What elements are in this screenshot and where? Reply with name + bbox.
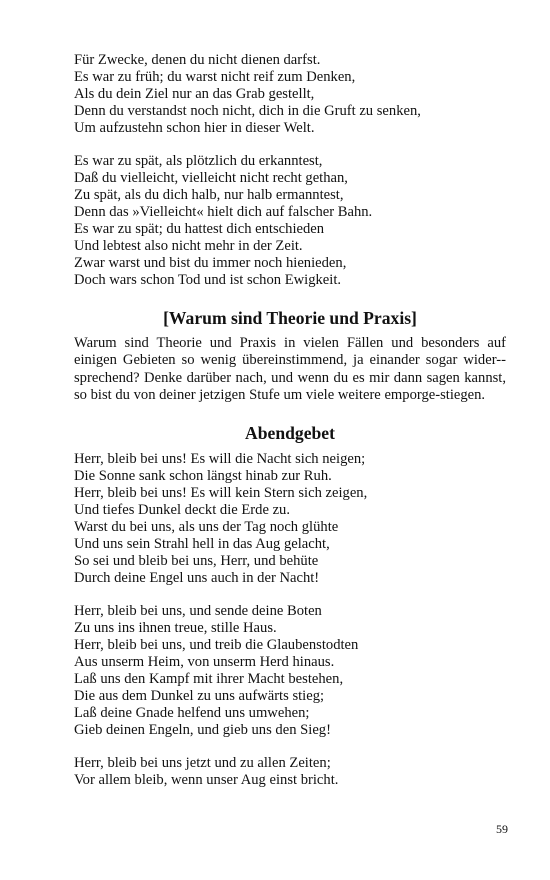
poem-stanza (74, 153, 506, 289)
poem-stanza (74, 755, 506, 789)
verse-line: Es war zu früh; du warst nicht reif zum Denken, (74, 69, 356, 85)
verse-line: Herr, bleib bei uns, und treib die Glaubenstodten (74, 636, 359, 653)
book-page (74, 52, 506, 789)
section-heading: [Warum sind Theorie und Praxis] (163, 308, 417, 328)
verse-line: Um aufzustehn schon hier in dieser Welt. (74, 120, 315, 136)
verse-line: Und lebtest also nicht mehr in der Zeit. (74, 238, 303, 254)
verse-line: Für Zwecke, denen du nicht dienen darfst. (74, 52, 321, 68)
verse-line: Und uns sein Strahl hell in das Aug gelacht, (74, 535, 330, 552)
verse-line: Daß du vielleicht, vielleicht nicht recht gethan, (74, 170, 348, 186)
stanza-gap (74, 739, 506, 755)
verse-line: Und tiefes Dunkel deckt die Erde zu. (74, 501, 290, 518)
verse-line: Vor allem bleib, wenn unser Aug einst bricht. (74, 771, 339, 788)
poem-stanza (74, 52, 506, 137)
verse-line: Es war zu spät, als plötzlich du erkanntest, (74, 153, 323, 169)
verse-line: Herr, bleib bei uns! Es will kein Stern sich zeigen, (74, 484, 368, 501)
stanza-gap (74, 587, 506, 603)
verse-line: Zwar warst und bist du immer noch hienieden, (74, 255, 347, 271)
poem-stanza (74, 451, 506, 587)
verse-line: Durch deine Engel uns auch in der Nacht! (74, 569, 320, 586)
verse-line: Laß uns den Kampf mit ihrer Macht bestehen, (74, 670, 344, 687)
verse-line: Denn das »Vielleicht« hielt dich auf falscher Bahn. (74, 204, 373, 220)
verse-line: Zu spät, als du dich halb, nur halb ermanntest, (74, 187, 344, 203)
verse-line: Die aus dem Dunkel zu uns aufwärts stieg; (74, 687, 325, 704)
verse-line: Herr, bleib bei uns! Es will die Nacht sich neigen; (74, 450, 366, 467)
verse-line: So sei und bleib bei uns, Herr, und behüte (74, 552, 319, 569)
verse-line: Herr, bleib bei uns jetzt und zu allen Zeiten; (74, 754, 331, 771)
verse-line: Laß deine Gnade helfend uns umwehen; (74, 704, 310, 721)
verse-line: Herr, bleib bei uns, und sende deine Boten (74, 602, 322, 619)
page-number: 59 (496, 822, 508, 836)
verse-line: Zu uns ins ihnen treue, stille Haus. (74, 619, 277, 636)
stanza-gap (74, 137, 506, 153)
poem-title: Abendgebet (245, 422, 335, 443)
verse-line: Doch wars schon Tod und ist schon Ewigkeit. (74, 272, 342, 288)
verse-line: Denn du verstandst noch nicht, dich in die Gruft zu senken, (74, 103, 421, 119)
verse-line: Warst du bei uns, als uns der Tag noch glühte (74, 518, 339, 535)
verse-line: Aus unserm Heim, von unserm Herd hinaus. (74, 653, 335, 670)
prose-paragraph: Warum sind Theorie und Praxis in vielen Fällen und besonders auf einigen Gebieten so wenig übereinstimmend, ja einander sogar wider-sprechend? Denke darüber nach, und wenn du es mir dann sagen kannst, so bist du von deiner jetzigen Stufe um viele weitere emporge-stiegen. (74, 335, 506, 404)
verse-line: Als du dein Ziel nur an das Grab gestellt, (74, 86, 315, 102)
verse-line: Es war zu spät; du hattest dich entschieden (74, 221, 325, 237)
poem-stanza (74, 603, 506, 739)
verse-line: Die Sonne sank schon längst hinab zur Ruh. (74, 467, 332, 484)
verse-line: Gieb deinen Engeln, und gieb uns den Sieg! (74, 721, 331, 738)
